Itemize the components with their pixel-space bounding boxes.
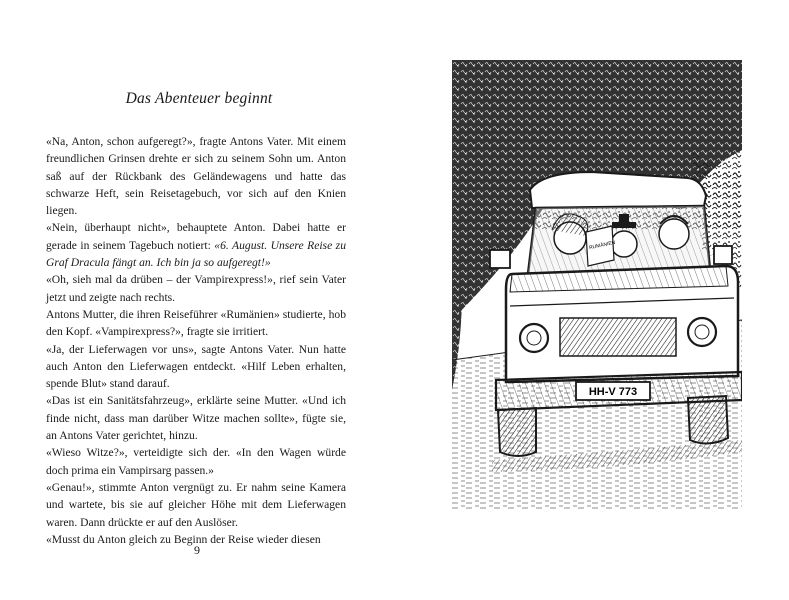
- left-page: [0, 0, 394, 600]
- paragraph: [46, 219, 346, 271]
- paragraph: «Na, Anton, schon aufgeregt?», fragte Antons Vater. Mit einem freundlichen Grinsen drehte er sich zu seinem Sohn um. Anton saß auf der Rückbank des Geländewagens und hatte das schwarze Heft, sein Reisetagebuch, vor sich auf den Knien liegen.: [46, 135, 346, 218]
- paragraph: «Das ist ein Sanitätsfahrzeug», erklärte seine Mutter. «Und ich finde nicht, dass man darüber Witze machen sollte», fügte sie, an Antons Vater gerichtet, hinzu.: [46, 394, 346, 443]
- chapter-title: Das Abenteuer beginnt: [125, 90, 273, 107]
- paragraph: «Genau!», stimmte Anton vergnügt zu. Er nahm seine Kamera und wartete, bis sie auf gleicher Höhe mit dem Lieferwagen waren. Dann drückte er auf den Auslöser.: [46, 480, 346, 529]
- paragraph: Antons Mutter, die ihren Reiseführer «Rumänien» studierte, hob den Kopf. «Vampirexpress?», fragte sie irritiert.: [46, 307, 346, 339]
- page-number: 9: [194, 543, 200, 557]
- paragraph: «Wieso Witze?», verteidigte sich der. «In den Wagen würde doch prima ein Vampirsarg passen.»: [46, 446, 346, 477]
- paragraph-text: «Nein, überhaupt nicht», behauptete Anton. Dabei hatte er gerade in seinem Tagebuch notiert:: [46, 221, 346, 252]
- paragraph: «Oh, sieh mal da drüben – der Vampirexpress!», rief sein Vater jetzt und zeigte nach rechts.: [46, 273, 346, 304]
- paragraph: «Musst du Anton gleich zu Beginn der Reise wieder diesen: [46, 532, 321, 546]
- guidebook-label: RUMÄNIEN: [588, 239, 616, 252]
- car-illustration: [452, 60, 742, 510]
- diary-entry-italic: «6. August. Unsere Reise zu Graf Dracula fängt an. Ich bin ja so aufgeregt!»: [46, 238, 346, 270]
- body-text: [46, 133, 346, 548]
- license-plate: HH-V 773: [588, 386, 638, 398]
- paragraph: «Ja, der Lieferwagen vor uns», sagte Antons Vater. Nun hatte auch Anton den Lieferwagen entdeckt. «Hilf Leben erhalten, spende Blut» stand darauf.: [46, 342, 346, 391]
